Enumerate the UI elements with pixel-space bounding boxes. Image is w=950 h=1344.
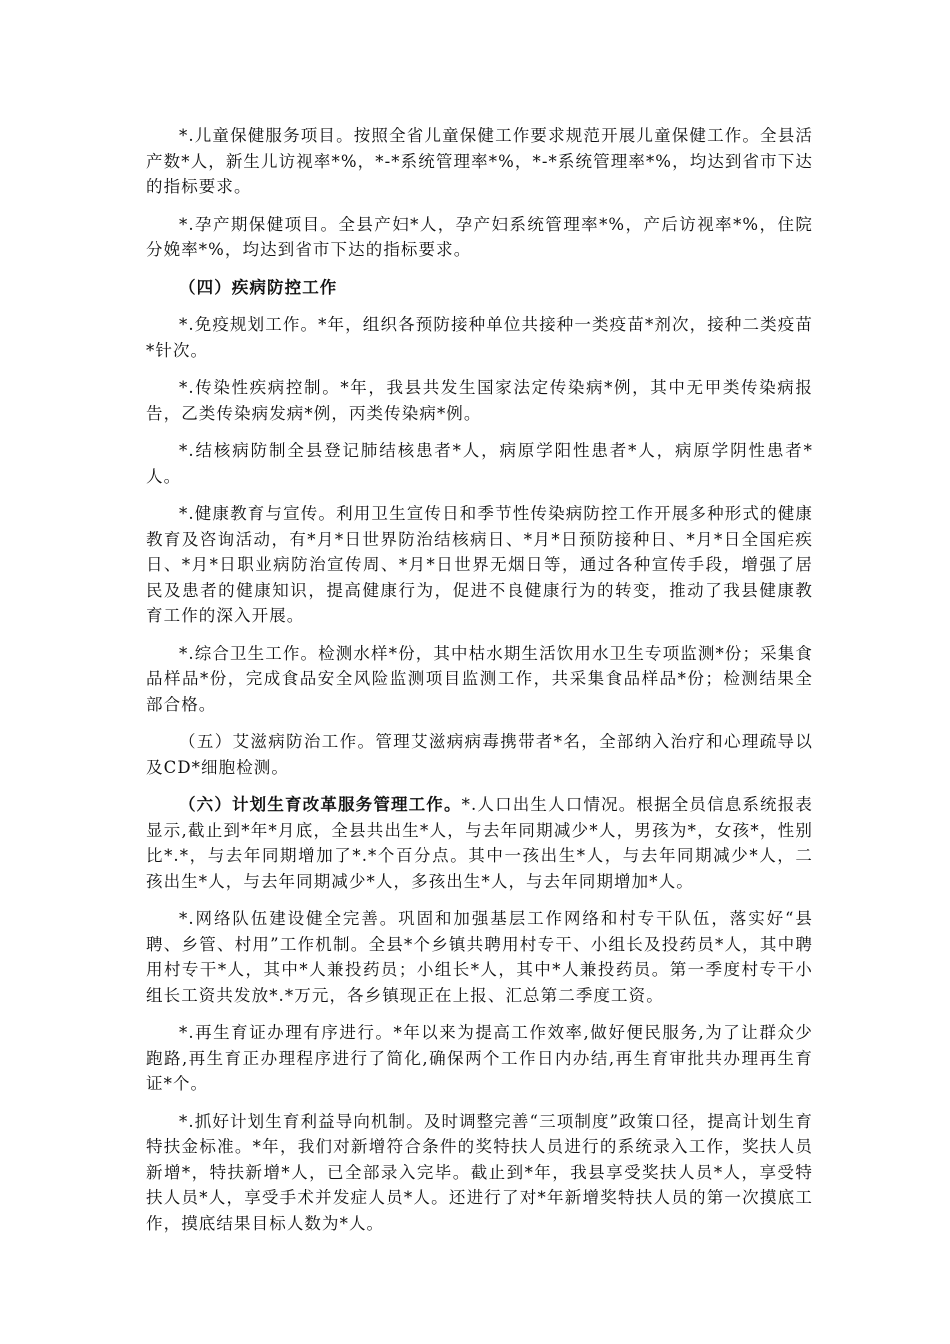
- paragraph-sanitation: *.综合卫生工作。检测水样*份，其中枯水期生活饮用水卫生专项监测*份；采集食品样品*份，完成食品安全风险监测项目监测工作，共采集食品样品*份；检测结果全部合格。: [146, 643, 813, 714]
- paragraph-health-education: *.健康教育与宣传。利用卫生宣传日和季节性传染病防控工作开展多种形式的健康教育及咨询活动，有*月*日世界防治结核病日、*月*日预防接种日、*月*日全国疟疾日、*月*日职业病防治宣传周、*月*日世界无烟日等，通过各种宣传手段，增强了居民及患者的健康知识，提高健康行为，促进不良健康行为的转变，推动了我县健康教育工作的深入开展。: [146, 504, 813, 625]
- paragraph-benefit-mechanism: *.抓好计划生育利益导向机制。及时调整完善“三项制度”政策口径，提高计划生育特扶金标准。*年，我们对新增符合条件的奖特扶人员进行的系统录入工作，奖扶人员新增*，特扶新增*人，已全部录入完毕。截止到*年，我县享受奖扶人员*人，享受特扶人员*人，享受手术并发症人员*人。还进行了对*年新增奖特扶人员的第一次摸底工作，摸底结果目标人数为*人。: [146, 1111, 813, 1233]
- paragraph-immunization: *.免疫规划工作。*年，组织各预防接种单位共接种一类疫苗*剂次，接种二类疫苗*针次。: [146, 315, 813, 360]
- paragraph-child-health: *.儿童保健服务项目。按照全省儿童保健工作要求规范开展儿童保健工作。全县活产数*人，新生儿访视率*%，*-*系统管理率*%，*-*系统管理率*%，均达到省市下达的指标要求。: [146, 126, 813, 196]
- paragraph-family-planning: [146, 792, 813, 894]
- paragraph-tuberculosis: *.结核病防制全县登记肺结核患者*人，病原学阳性患者*人，病原学阴性患者*人。: [146, 441, 813, 486]
- paragraph-birth-statistics: *.人口出生人口情况。根据全员信息系统报表显示,截止到*年*月底，全县共出生*人，与去年同期减少*人，男孩为*，女孩*，性别比*.*，与去年同期增加了*.*个百分点。其中一孩出生*人，与去年同期减少*人，二孩出生*人，与去年同期减少*人，多孩出生*人，与去年同期增加*人。: [146, 795, 813, 891]
- paragraph-infectious-disease: *.传染性疾病控制。*年，我县共发生国家法定传染病*例，其中无甲类传染病报告，乙类传染病发病*例，丙类传染病*例。: [146, 378, 813, 423]
- section-lead-family-planning: （六）计划生育改革服务管理工作。: [179, 795, 462, 814]
- paragraph-birth-permit: *.再生育证办理有序进行。*年以来为提高工作效率,做好便民服务,为了让群众少跑路,再生育正办理程序进行了简化,确保两个工作日内办结,再生育审批共办理再生育证*个。: [146, 1023, 813, 1093]
- section-heading-disease-control: （四）疾病防控工作: [179, 277, 338, 297]
- paragraph-aids-control: （五）艾滋病防治工作。管理艾滋病病毒携带者*名，全部纳入治疗和心理疏导以及CD*细胞检测。: [146, 732, 813, 777]
- paragraph-maternal-health: *.孕产期保健项目。全县产妇*人，孕产妇系统管理率*%，产后访视率*%，住院分娩率*%，均达到省市下达的指标要求。: [146, 214, 813, 259]
- paragraph-network-team: *.网络队伍建设健全完善。巩固和加强基层工作网络和村专干队伍，落实好“县聘、乡管、村用”工作机制。全县*个乡镇共聘用村专干、小组长及投药员*人，其中聘用村专干*人，其中*人兼投药员；小组长*人，其中*人兼投药员。第一季度村专干小组长工资共发放*.*万元，各乡镇现正在上报、汇总第二季度工资。: [146, 909, 813, 1005]
